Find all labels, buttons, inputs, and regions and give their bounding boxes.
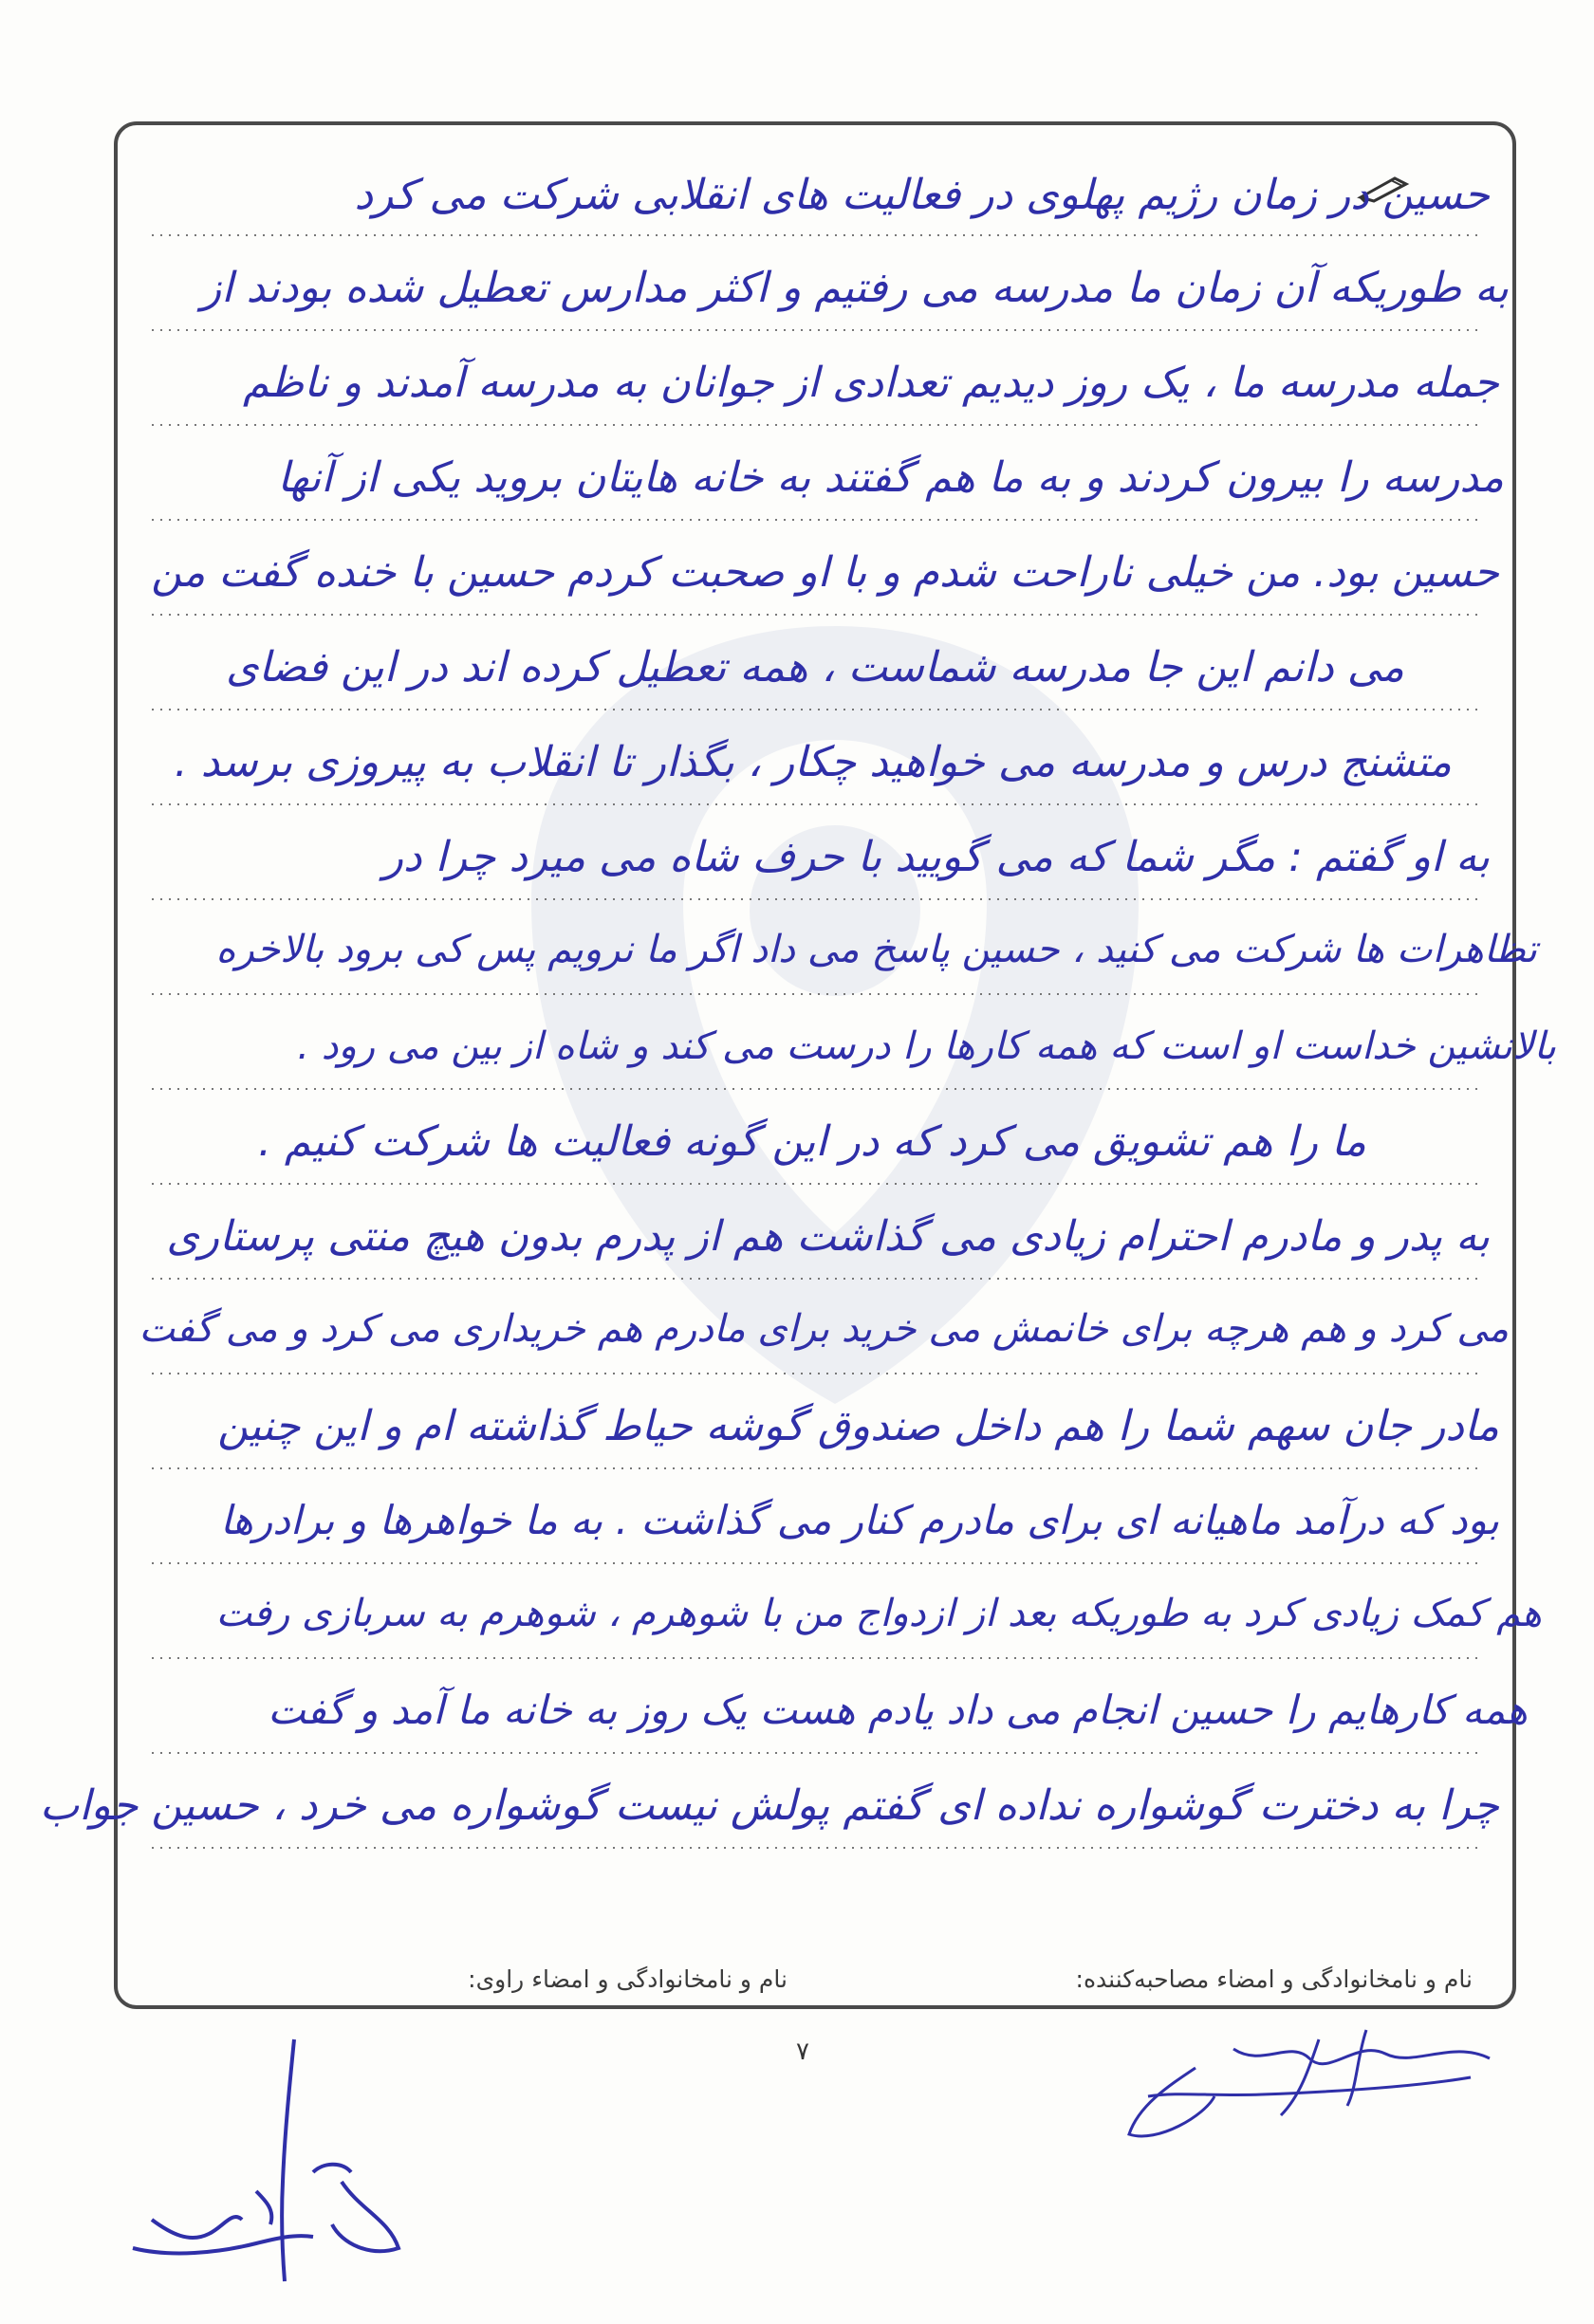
handwritten-line: تظاهرات ها شرکت می کنید ، حسین پاسخ می داد اگر ما نرویم پس کی برود بالاخره [215, 928, 1537, 971]
handwritten-line: مادر جان سهم شما را هم داخل صندوق گوشه حیاط گذاشته ام و این چنین [217, 1402, 1499, 1450]
handwritten-line: همه کارهایم را حسین انجام می داد یادم هست یک روز به خانه ما آمد و گفت [268, 1687, 1528, 1733]
page-number: ۷ [796, 2038, 809, 2066]
handwritten-line: متشنج درس و مدرسه می خواهید چکار ، بگذار تا انقلاب به پیروزی برسد . [174, 738, 1452, 786]
handwritten-line: به طوریکه آن زمان ما مدرسه می رفتیم و اکثر مدارس تعطیل شده بودند از [201, 264, 1509, 312]
handwritten-line: بالانشین خداست او است که همه کارها را درست می کند و شاه از بین می رود . [297, 1024, 1556, 1068]
handwritten-line: بود که درآمد ماهیانه ای برای مادرم کنار می گذاشت . به ما خواهرها و برادرها [220, 1497, 1499, 1543]
interviewer-signature-label: نام و نامخانوادگی و امضاء مصاحبه‌کننده: [1075, 1965, 1473, 1993]
handwritten-line: می دانم این جا مدرسه شماست ، همه تعطیل کرده اند در این فضای [225, 643, 1404, 692]
handwritten-line: می کرد و هم هرچه برای خانمش می خرید برای مادرم هم خریداری می کرد و می گفت [139, 1307, 1509, 1351]
handwritten-line: حسین بود. من خیلی ناراحت شدم و با او صحبت کردم حسین با خنده گفت من [151, 548, 1499, 597]
handwritten-line: به او گفتم : مگر شما که می گویید با حرف شاه می میرد چرا در [382, 833, 1490, 881]
interviewer-signature [1072, 2001, 1509, 2163]
narrator-signature-label: نام و نامخانوادگی و امضاء راوی: [468, 1965, 788, 1993]
handwritten-line: حسین در زمان رژیم پهلوی در فعالیت های انقلابی شرکت می کرد [354, 171, 1490, 219]
narrator-signature [114, 2030, 436, 2286]
handwritten-line: جمله مدرسه ما ، یک روز دیدیم تعدادی از جوانان به مدرسه آمدند و ناظم [242, 359, 1499, 407]
handwritten-line: ما را هم تشویق می کرد که در این گونه فعالیت ها شرکت کنیم . [257, 1117, 1366, 1166]
handwritten-line: مدرسه را بیرون کردند و به ما هم گفتند به خانه هایتان بروید یکی از آنها [277, 453, 1504, 502]
handwritten-line: به پدر و مادرم احترام زیادی می گذاشت هم از پدرم بدون هیچ منتی پرستاری [166, 1212, 1490, 1261]
handwritten-line: چرا به دخترت گوشواره نداده ای گفتم پولش نیست گوشواره می خرد ، حسین جواب [39, 1781, 1499, 1830]
handwritten-line: هم کمک زیادی کرد به طوریکه بعد از ازدواج من با شوهرم ، شوهرم به سربازی رفت [215, 1592, 1542, 1635]
